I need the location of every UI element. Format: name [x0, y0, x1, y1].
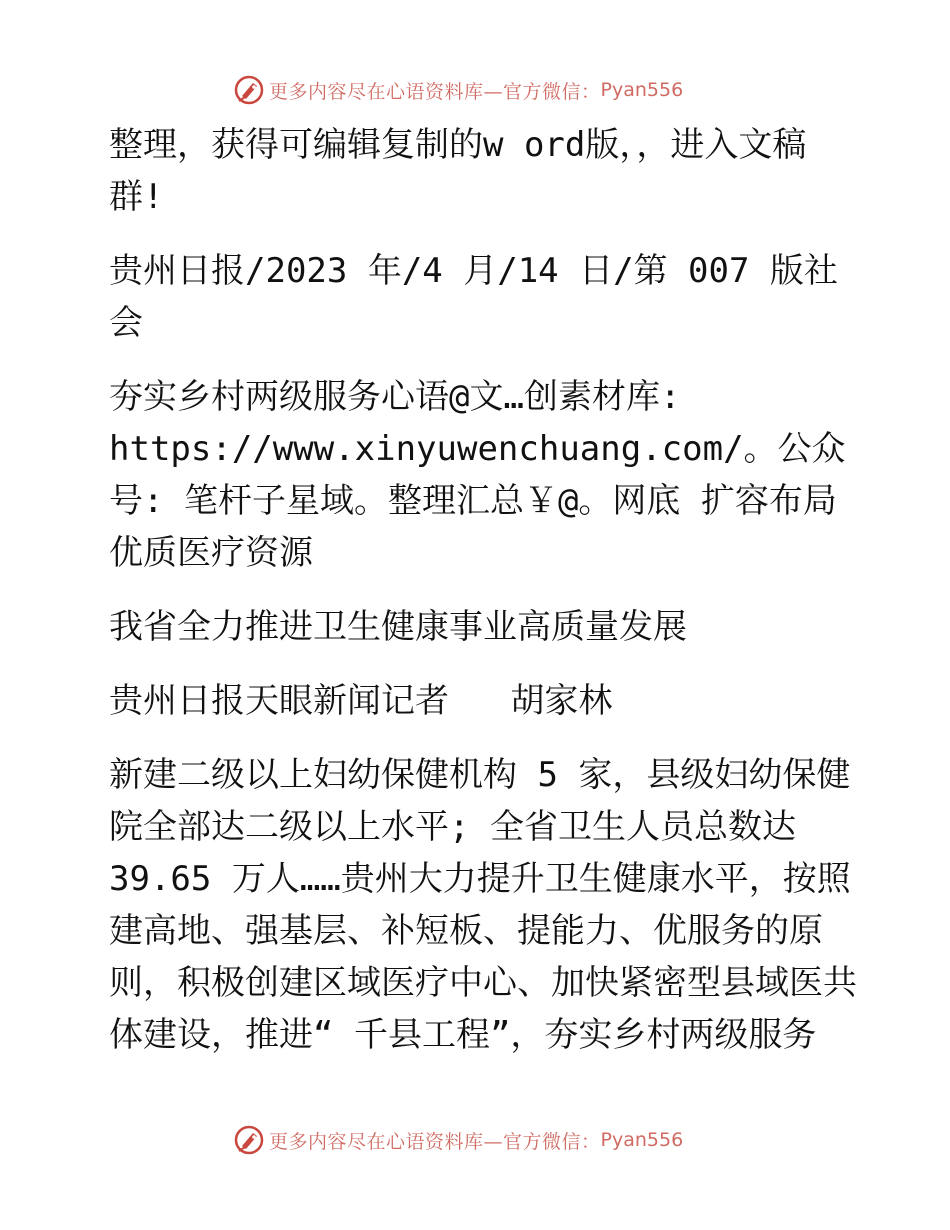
- footer-watermark: [233, 1122, 683, 1158]
- paragraph-intro: 整理，获得可编辑复制的w ord版，，进入文稿群!: [109, 125, 807, 217]
- pen-nib-circle-icon: [233, 74, 265, 106]
- watermark-brand-text: 更多内容尽在心语资料库—官方微信：: [269, 1130, 601, 1153]
- document-body: [97, 119, 857, 1083]
- pen-nib-circle-icon: [233, 1124, 265, 1156]
- paragraph-body: 新建二级以上妇幼保健机构 5 家，县级妇幼保健院全部达二级以上水平; 全省卫生人员总数达39.65 万人……贵州大力提升卫生健康水平，按照建高地、强基层、补短板、提能力、优服务的原则，积极创建区域医疗中心、加快紧密型县域医共体建设，推进“ 千县工程”，夯实乡村两级服务: [109, 755, 857, 1055]
- paragraph-subheadline: 我省全力推进卫生健康事业高质量发展: [109, 607, 687, 647]
- paragraph-byline: 贵州日报天眼新闻记者 胡家林: [109, 681, 613, 721]
- watermark-brand-text: 更多内容尽在心语资料库—官方微信：: [269, 80, 601, 103]
- header-watermark: [233, 72, 683, 108]
- watermark-wechat-id: Pyan556: [600, 79, 684, 101]
- watermark-wechat-id: Pyan556: [600, 1129, 684, 1151]
- paragraph-source: 贵州日报/2023 年/4 月/14 日/第 007 版社会: [109, 251, 838, 343]
- paragraph-headline: 夯实乡村两级服务心语@文…创素材库: https://www.xinyuwenchuang.com/。公众号: 笔杆子星域。整理汇总￥@。网底 扩容布局优质医疗资源: [109, 377, 846, 573]
